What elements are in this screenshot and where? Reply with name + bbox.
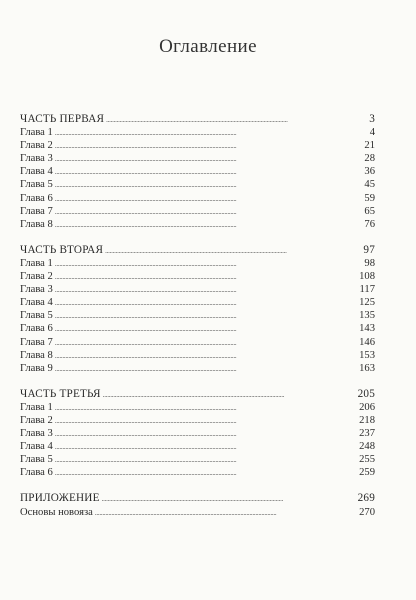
toc-page-number: 97 xyxy=(363,243,375,256)
toc-chapter-entry[interactable] xyxy=(20,309,375,322)
dot-leader xyxy=(105,244,361,258)
toc-entry-label: Глава 1 xyxy=(20,257,53,269)
toc-entry-label: Глава 4 xyxy=(20,441,53,453)
page-title: Оглавление xyxy=(159,36,257,57)
toc-entry-label: Глава 6 xyxy=(20,467,53,479)
toc-page-number: 248 xyxy=(359,441,375,453)
toc-chapter-entry[interactable] xyxy=(20,401,375,414)
toc-entry-label: Глава 7 xyxy=(20,205,53,217)
table-of-contents xyxy=(20,113,375,532)
toc-chapter-entry[interactable] xyxy=(20,440,375,453)
toc-chapter-entry[interactable] xyxy=(20,336,375,349)
toc-page-number: 206 xyxy=(359,401,375,413)
toc-page-number: 117 xyxy=(359,284,375,296)
toc-page-number: 153 xyxy=(359,349,375,361)
toc-page-number: 76 xyxy=(364,218,375,230)
toc-entry-label: Глава 8 xyxy=(20,349,53,361)
toc-entry-label: ЧАСТЬ ПЕРВАЯ xyxy=(20,113,105,125)
toc-chapter-entry[interactable] xyxy=(20,466,375,479)
toc-page-number: 3 xyxy=(369,113,375,125)
toc-page-number: 205 xyxy=(357,387,375,400)
toc-chapter-entry[interactable] xyxy=(20,205,375,218)
dot-leader xyxy=(55,270,357,284)
toc-chapter-entry[interactable] xyxy=(20,296,375,309)
toc-part xyxy=(20,244,375,375)
toc-entry-label: Глава 4 xyxy=(20,166,53,178)
toc-page-number: 163 xyxy=(359,362,375,374)
dot-leader xyxy=(55,126,368,140)
toc-chapter-entry[interactable] xyxy=(20,139,375,152)
toc-page-number: 269 xyxy=(357,492,375,505)
dot-leader xyxy=(95,506,357,520)
toc-part xyxy=(20,388,375,480)
dot-leader xyxy=(55,466,357,480)
toc-entry-label: Глава 4 xyxy=(20,297,53,309)
toc-chapter-entry[interactable] xyxy=(20,178,375,191)
dot-leader xyxy=(55,257,363,271)
toc-chapter-entry[interactable] xyxy=(20,257,375,270)
toc-page-number: 36 xyxy=(364,166,375,178)
toc-entry-label: Глава 7 xyxy=(20,336,53,348)
dot-leader xyxy=(55,309,357,323)
dot-leader xyxy=(55,296,357,310)
toc-page-number: 21 xyxy=(364,140,375,152)
dot-leader xyxy=(55,205,363,219)
toc-page-number: 65 xyxy=(364,205,375,217)
dot-leader xyxy=(55,453,357,467)
toc-page-number: 270 xyxy=(359,506,375,518)
dot-leader xyxy=(55,336,357,350)
toc-page-number: 45 xyxy=(364,179,375,191)
dot-leader xyxy=(55,362,357,376)
toc-page-number: 218 xyxy=(359,414,375,426)
toc-part xyxy=(20,113,375,231)
toc-entry-label: ПРИЛОЖЕНИЕ xyxy=(20,492,100,505)
toc-entry-label: Глава 9 xyxy=(20,362,53,374)
toc-entry-label: Глава 2 xyxy=(20,271,53,283)
toc-page-number: 237 xyxy=(359,428,375,440)
toc-entry-label: ЧАСТЬ ТРЕТЬЯ xyxy=(20,387,101,400)
toc-entry-label: Глава 3 xyxy=(20,284,53,296)
toc-entry-label: Глава 5 xyxy=(20,310,53,322)
dot-leader xyxy=(55,322,357,336)
toc-entry-label: Глава 6 xyxy=(20,323,53,335)
toc-chapter-entry[interactable] xyxy=(20,362,375,375)
toc-chapter-entry[interactable] xyxy=(20,270,375,283)
toc-part-heading[interactable] xyxy=(20,388,375,401)
dot-leader xyxy=(55,178,363,192)
toc-entry-label: Глава 2 xyxy=(20,414,53,426)
toc-part xyxy=(20,492,375,518)
toc-page-number: 259 xyxy=(359,467,375,479)
toc-chapter-entry[interactable] xyxy=(20,165,375,178)
toc-chapter-entry[interactable] xyxy=(20,349,375,362)
toc-chapter-entry[interactable] xyxy=(20,427,375,440)
toc-entry-label: Глава 5 xyxy=(20,454,53,466)
toc-entry-label: Глава 2 xyxy=(20,140,53,152)
toc-page-number: 98 xyxy=(364,257,375,269)
toc-chapter-entry[interactable] xyxy=(20,506,375,519)
toc-chapter-entry[interactable] xyxy=(20,126,375,139)
toc-entry-label: Глава 3 xyxy=(20,428,53,440)
toc-entry-label: Основы новояза xyxy=(20,506,93,518)
dot-leader xyxy=(103,388,356,402)
toc-chapter-entry[interactable] xyxy=(20,152,375,165)
toc-part-heading[interactable] xyxy=(20,244,375,257)
toc-entry-label: Глава 3 xyxy=(20,153,53,165)
toc-chapter-entry[interactable] xyxy=(20,283,375,296)
toc-page-number: 125 xyxy=(359,297,375,309)
toc-chapter-entry[interactable] xyxy=(20,322,375,335)
dot-leader xyxy=(55,349,357,363)
toc-chapter-entry[interactable] xyxy=(20,414,375,427)
dot-leader xyxy=(55,427,357,441)
toc-chapter-entry[interactable] xyxy=(20,218,375,231)
toc-page-number: 135 xyxy=(359,310,375,322)
toc-page-number: 59 xyxy=(364,192,375,204)
toc-chapter-entry[interactable] xyxy=(20,192,375,205)
toc-entry-label: Глава 1 xyxy=(20,127,53,139)
toc-page-number: 143 xyxy=(359,323,375,335)
toc-page-number: 4 xyxy=(369,127,375,139)
toc-part-heading[interactable] xyxy=(20,492,375,505)
dot-leader xyxy=(106,113,367,127)
toc-entry-label: Глава 8 xyxy=(20,218,53,230)
toc-chapter-entry[interactable] xyxy=(20,453,375,466)
dot-leader xyxy=(55,401,357,415)
dot-leader xyxy=(55,165,363,179)
dot-leader xyxy=(55,139,363,153)
dot-leader xyxy=(102,492,356,506)
toc-entry-label: Глава 6 xyxy=(20,192,53,204)
toc-page-number: 28 xyxy=(364,153,375,165)
toc-entry-label: Глава 5 xyxy=(20,179,53,191)
toc-entry-label: ЧАСТЬ ВТОРАЯ xyxy=(20,243,104,256)
toc-entry-label: Глава 1 xyxy=(20,401,53,413)
toc-page-number: 108 xyxy=(359,271,375,283)
toc-part-heading[interactable] xyxy=(20,113,375,126)
dot-leader xyxy=(55,218,363,232)
toc-page-number: 146 xyxy=(359,336,375,348)
toc-page-number: 255 xyxy=(359,454,375,466)
dot-leader xyxy=(55,192,363,206)
dot-leader xyxy=(55,283,358,297)
dot-leader xyxy=(55,440,357,454)
dot-leader xyxy=(55,152,363,166)
dot-leader xyxy=(55,414,357,428)
